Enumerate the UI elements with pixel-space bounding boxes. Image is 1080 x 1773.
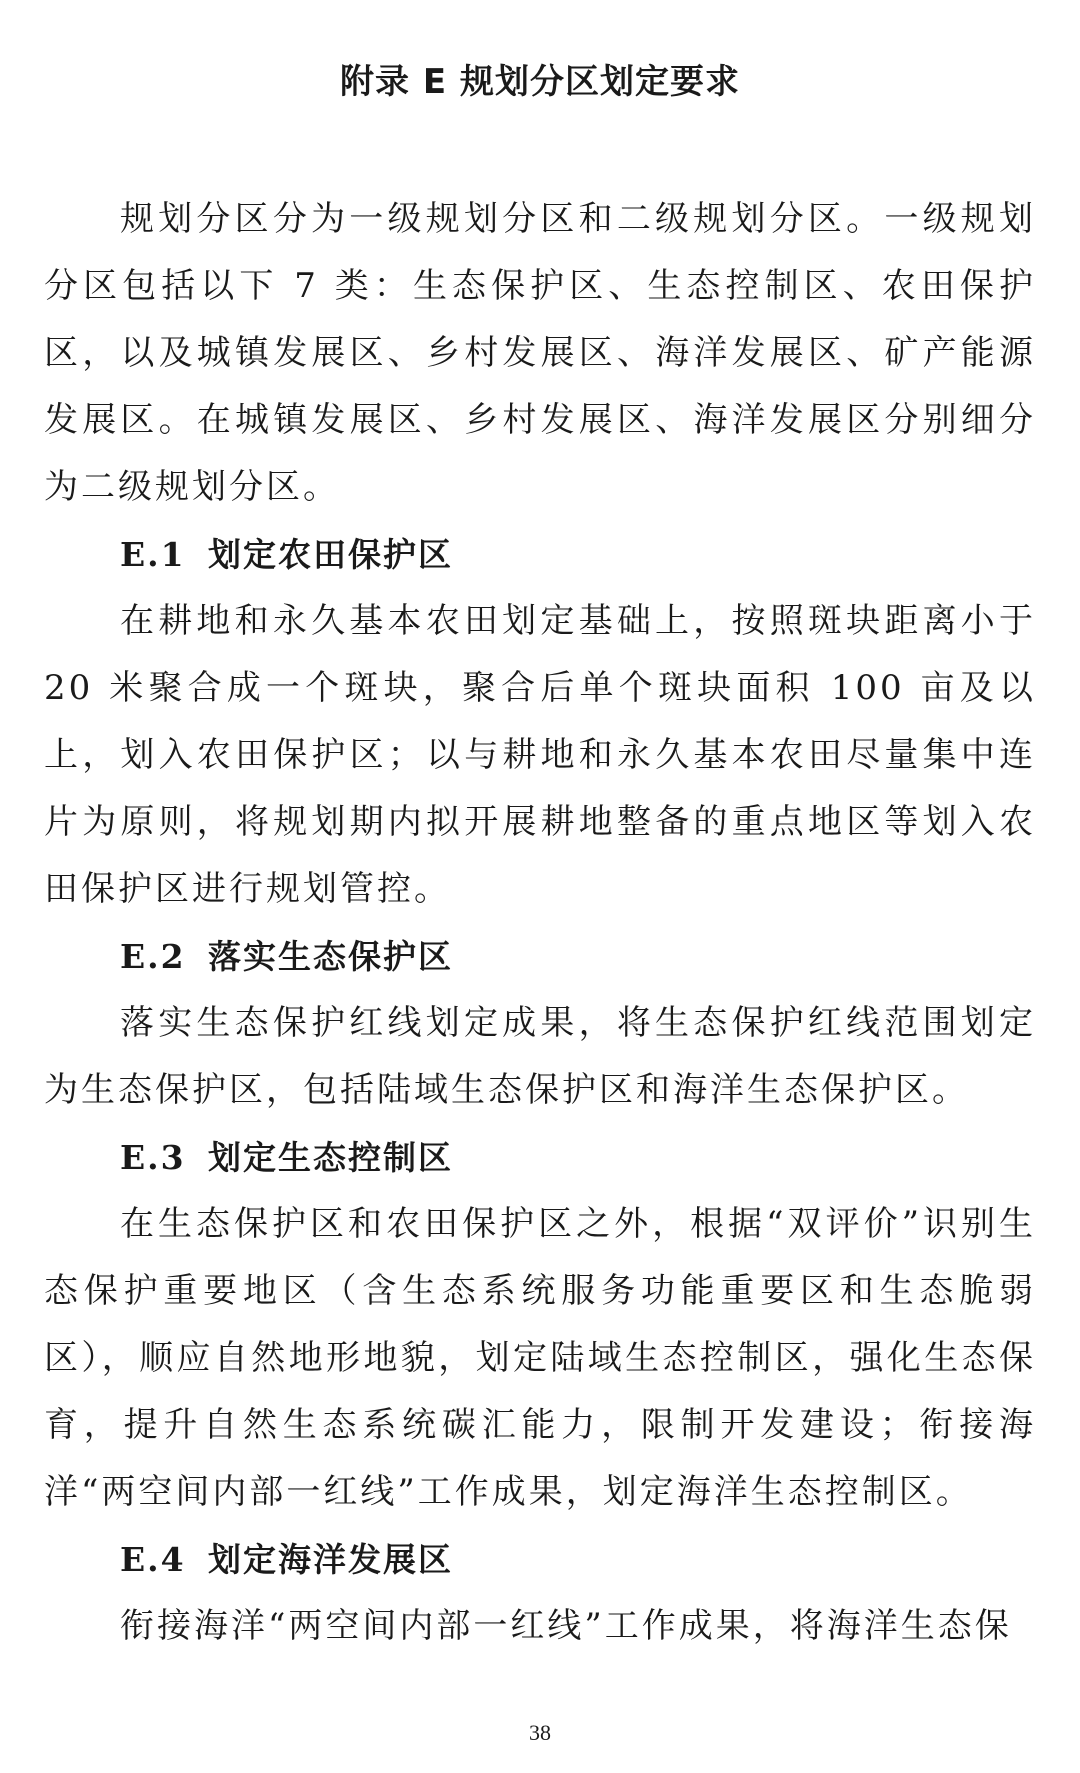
document-body: [44, 186, 1036, 1660]
section-title: 划定农田保护区: [208, 535, 453, 574]
section-title: 落实生态保护区: [208, 937, 453, 976]
section-paragraph-e4: 衔接海洋“两空间内部一红线”工作成果，将海洋生态保: [120, 1606, 1012, 1646]
intro-paragraph: 规划分区分为一级规划分区和二级规划分区。一级规划分区包括以下 7 类：生态保护区、生态控制区、农田保护区，以及城镇发展区、乡村发展区、海洋发展区、矿产能源发展区。在城镇发展区、乡村发展区、海洋发展区分别细分为二级规划分区。: [44, 199, 1036, 507]
section-heading-e1: [44, 521, 1036, 588]
section-heading-e2: [44, 923, 1036, 990]
page-number: 38: [529, 1720, 551, 1745]
section-paragraph-e2: 落实生态保护红线划定成果，将生态保护红线范围划定为生态保护区，包括陆域生态保护区和海洋生态保护区。: [44, 1003, 1036, 1110]
section-heading-e3: [44, 1124, 1036, 1191]
section-number: E.2: [120, 937, 186, 976]
section-number: E.1: [120, 535, 186, 574]
section-paragraph-e1: 在耕地和永久基本农田划定基础上，按照斑块距离小于 20 米聚合成一个斑块，聚合后单个斑块面积 100 亩及以上，划入农田保护区；以与耕地和永久基本农田尽量集中连片为原则，将规划期内拟开展耕地整备的重点地区等划入农田保护区进行规划管控。: [44, 601, 1036, 909]
section-number: E.3: [120, 1138, 186, 1177]
section-heading-e4: [44, 1526, 1036, 1593]
section-title: 划定生态控制区: [208, 1138, 453, 1177]
page-title: 附录 E 规划分区划定要求: [340, 62, 740, 102]
section-number: E.4: [120, 1540, 186, 1579]
section-title: 划定海洋发展区: [208, 1540, 453, 1579]
section-paragraph-e3: 在生态保护区和农田保护区之外，根据“双评价”识别生态保护重要地区（含生态系统服务功能重要区和生态脆弱区），顺应自然地形地貌，划定陆域生态控制区，强化生态保育，提升自然生态系统碳汇能力，限制开发建设；衔接海洋“两空间内部一红线”工作成果，划定海洋生态控制区。: [44, 1204, 1036, 1512]
